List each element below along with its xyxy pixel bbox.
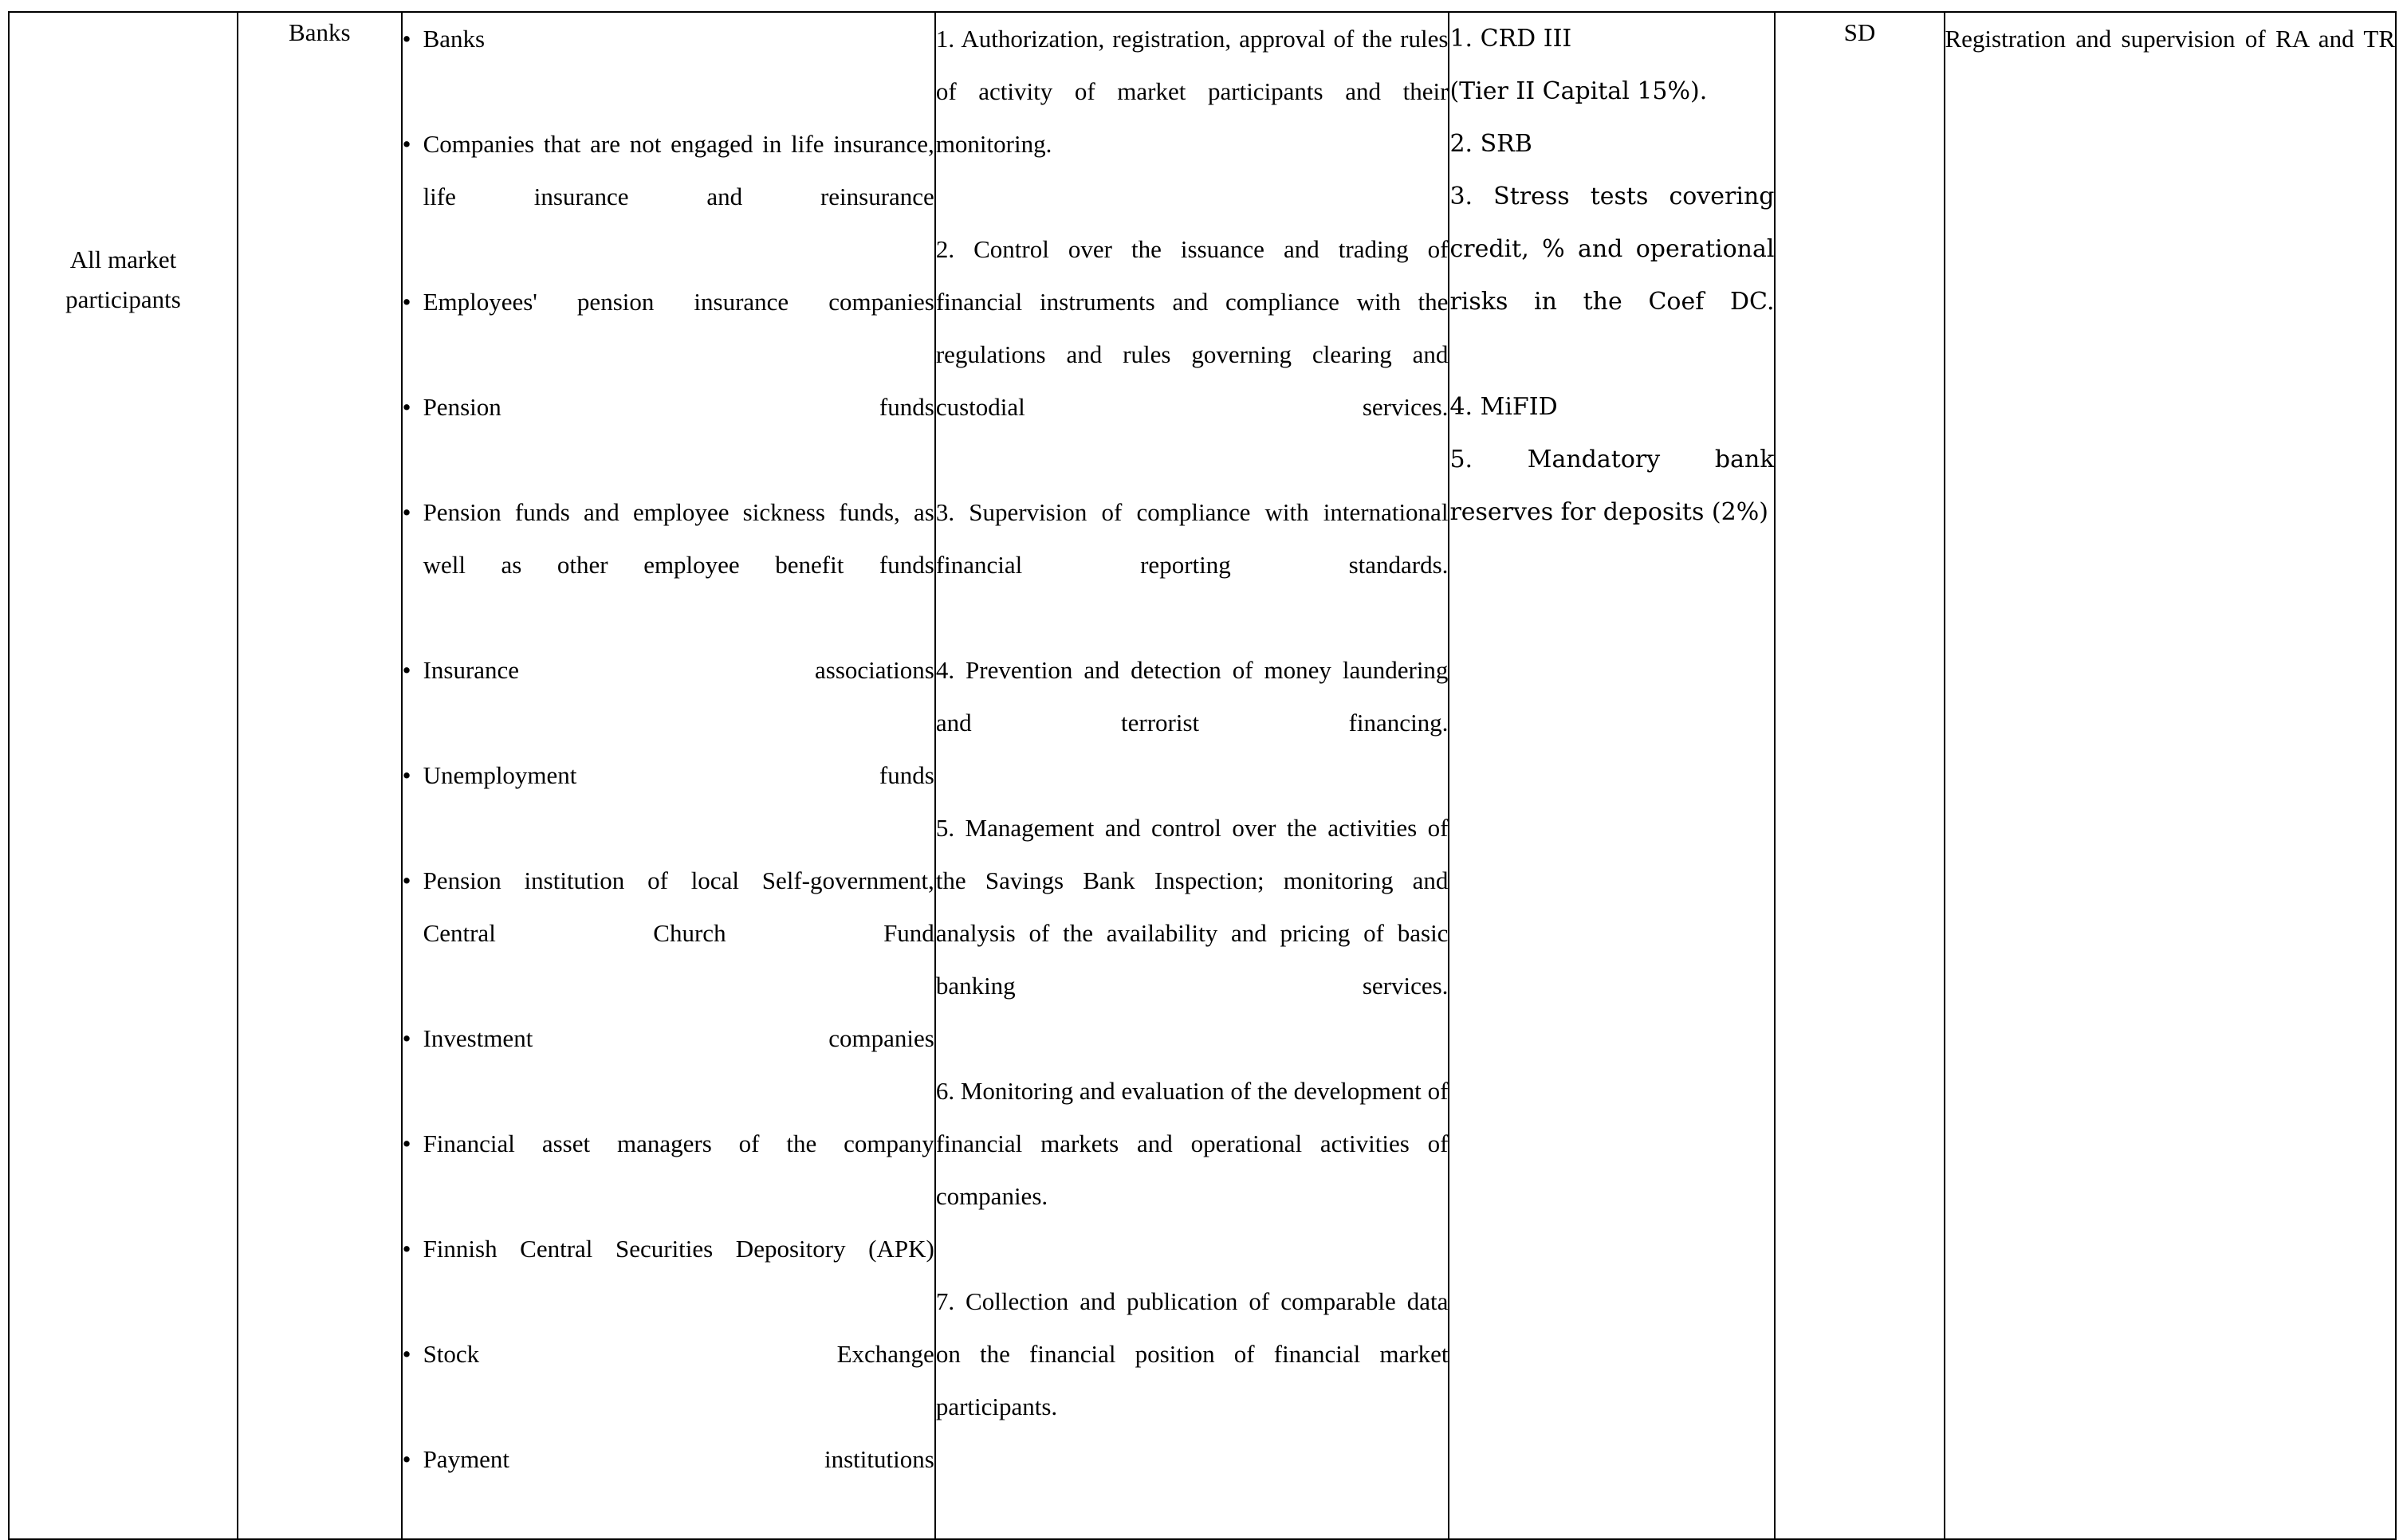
list-item bbox=[403, 644, 934, 749]
list-item-text: 5. Management and control over the activities of the Savings Bank Inspection; monitoring and analysis of the availability and pricing of basic banking services. bbox=[935, 814, 1449, 1000]
table-row bbox=[9, 12, 2396, 1539]
list-item-text: Employees' pension insurance companies bbox=[423, 288, 934, 316]
list-item bbox=[403, 13, 934, 118]
list-item bbox=[1449, 118, 1774, 171]
list-item-text: 3. Supervision of compliance with international financial reporting standards. bbox=[935, 498, 1449, 579]
list-item-text: 3. Stress tests covering credit, % and operational risks in the Coef DC. bbox=[1449, 183, 1775, 316]
list-item bbox=[936, 486, 1449, 644]
list-item-text: Companies that are not engaged in life insurance, life insurance and reinsurance bbox=[423, 130, 934, 210]
list-item-text: Banks bbox=[423, 25, 486, 53]
list-item-text: 4. Prevention and detection of money laundering and terrorist financing. bbox=[935, 656, 1449, 737]
cell-scope bbox=[9, 12, 238, 1539]
list-item-text: 7. Collection and publication of comparable data on the financial position of financial market participants. bbox=[935, 1287, 1449, 1420]
cell-supervision-tasks bbox=[935, 12, 1449, 1539]
list-item-text: Investment companies bbox=[423, 1024, 934, 1052]
list-item bbox=[403, 1223, 934, 1328]
regulatory-overview-table bbox=[8, 11, 2397, 1540]
list-item bbox=[403, 1433, 934, 1538]
list-item-text: Pension funds bbox=[423, 393, 934, 421]
list-item bbox=[403, 1012, 934, 1118]
functions-text-block bbox=[1945, 13, 2396, 118]
authority-label: SD bbox=[1843, 18, 1876, 46]
list-item bbox=[1449, 171, 1774, 381]
list-item bbox=[936, 1275, 1449, 1486]
list-item bbox=[936, 223, 1449, 486]
list-item-text: Pension institution of local Self-government, Central Church Fund bbox=[423, 866, 934, 947]
list-item-text: 4. MiFID bbox=[1449, 393, 1558, 421]
list-item bbox=[1449, 13, 1774, 65]
list-item bbox=[1449, 65, 1774, 118]
list-item-text: Unemployment funds bbox=[423, 761, 934, 789]
cell-entity-type bbox=[238, 12, 402, 1539]
list-item bbox=[1449, 381, 1774, 434]
list-item-text: Financial asset managers of the company bbox=[423, 1129, 934, 1157]
list-item-text: (Tier II Capital 15%). bbox=[1449, 77, 1708, 105]
list-item bbox=[936, 802, 1449, 1065]
list-item-text: 1. Authorization, registration, approval of the rules of activity of market participants and their monitoring. bbox=[935, 25, 1449, 158]
functions-label: Registration and supervision of RA and TR bbox=[1945, 25, 2395, 53]
list-item-text: Insurance associations bbox=[423, 656, 934, 684]
list-item-text: Finnish Central Securities Depository (APK) bbox=[423, 1235, 934, 1263]
cell-participants-list bbox=[402, 12, 935, 1539]
list-item bbox=[936, 13, 1449, 223]
participants-bullet-list bbox=[403, 13, 934, 1538]
list-item bbox=[403, 1328, 934, 1433]
list-item-text: 2. SRB bbox=[1449, 130, 1532, 158]
list-item bbox=[403, 381, 934, 486]
list-item-text: Pension funds and employee sickness funds, as well as other employee benefit funds bbox=[423, 498, 934, 579]
cell-functions bbox=[1945, 12, 2397, 1539]
list-item-text: 6. Monitoring and evaluation of the development of financial markets and operational activities of companies. bbox=[935, 1077, 1449, 1210]
list-item bbox=[403, 486, 934, 644]
scope-label: All market participants bbox=[65, 246, 181, 313]
list-item-text: 1. CRD III bbox=[1449, 25, 1572, 53]
list-item-text: 5. Mandatory bank reserves for deposits (2%) bbox=[1449, 446, 1775, 526]
list-item bbox=[1449, 434, 1774, 539]
list-item bbox=[403, 854, 934, 1012]
list-item bbox=[403, 276, 934, 381]
list-item bbox=[403, 749, 934, 854]
list-item bbox=[403, 1118, 934, 1223]
list-item-text: 2. Control over the issuance and trading of financial instruments and compliance with the regulations and rules governing clearing and custodial services. bbox=[935, 235, 1449, 421]
list-item bbox=[936, 644, 1449, 802]
list-item-text: Payment institutions bbox=[423, 1445, 934, 1473]
cell-regulations bbox=[1449, 12, 1775, 1539]
cell-authority bbox=[1775, 12, 1944, 1539]
list-item bbox=[403, 118, 934, 276]
list-item-text: Stock Exchange bbox=[423, 1340, 934, 1368]
entity-type-label: Banks bbox=[289, 18, 351, 46]
list-item bbox=[936, 1065, 1449, 1275]
